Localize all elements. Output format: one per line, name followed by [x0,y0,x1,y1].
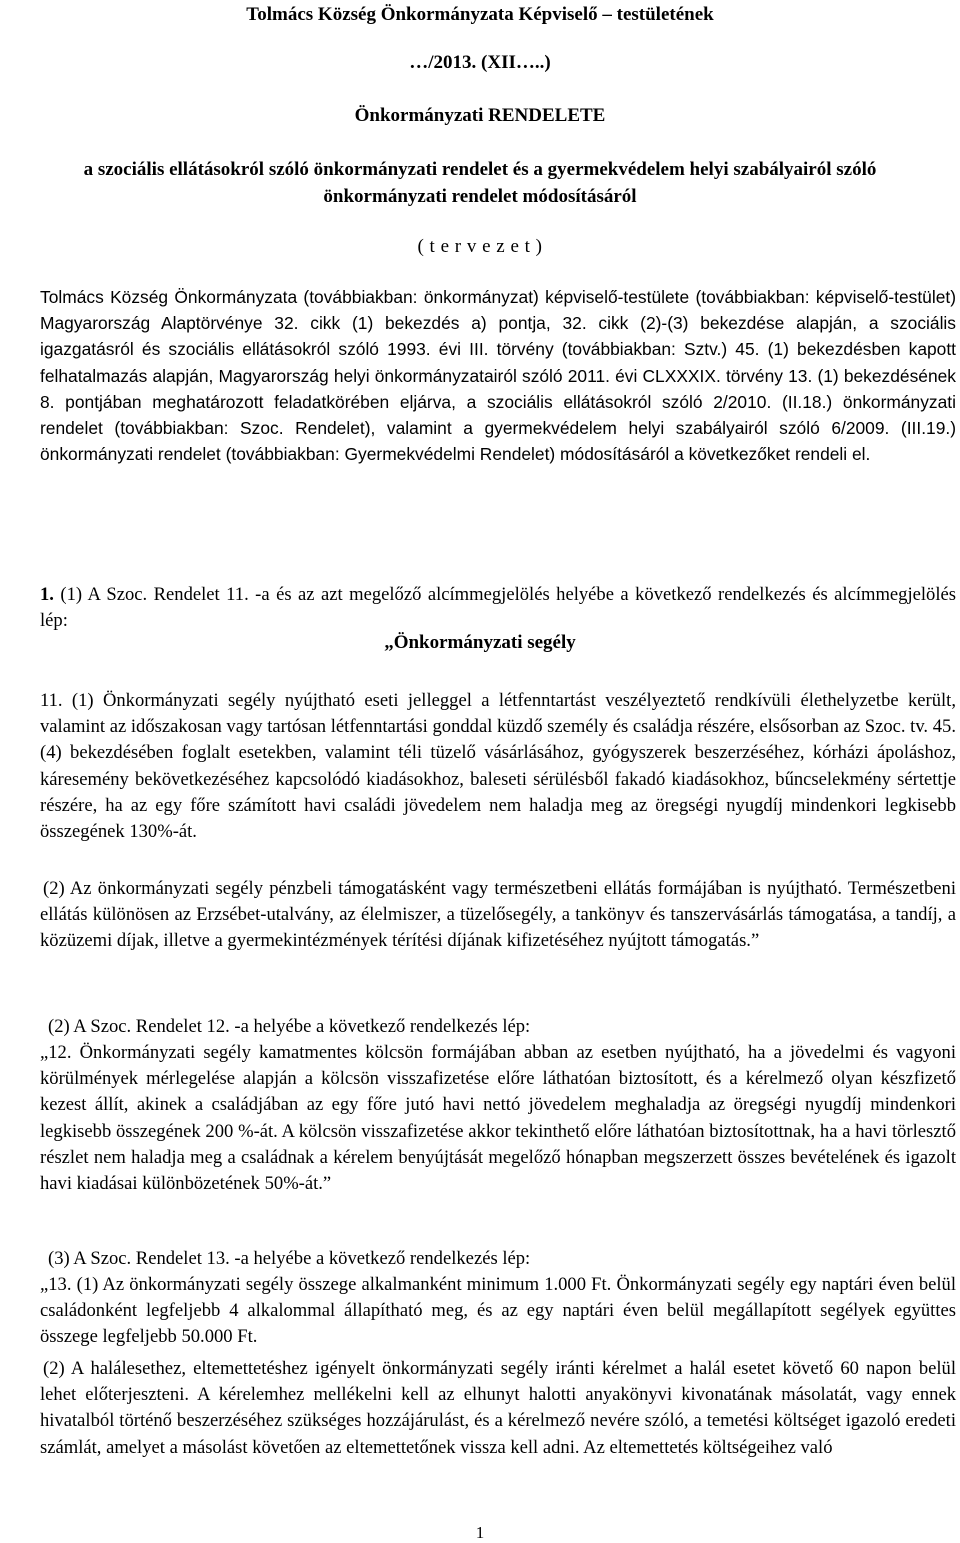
council-title: Tolmács Község Önkormányzata Képviselő – testületének [246,4,714,25]
subheading-segely: „Önkormányzati segély [384,632,576,653]
regulation-heading: Önkormányzati RENDELETE [354,105,606,126]
amendment-1-paragraph [40,582,956,634]
page-number: 1 [475,1523,485,1542]
regulation-number: …/2013. (XII…..) [409,52,551,73]
amendment-1-text: (1) A Szoc. Rendelet 11. -a és az azt megelőző alcímmegjelölés helyébe a következő rendelkezés és alcímmegjelölés lép: [40,584,956,632]
article-13-paragraph-2: (2) A halálesethez, eltemettetéshez igényelt önkormányzati segély iránti kérelmet a halál esetet követő 60 napon belül lehet előterjeszteni. A kérelemhez mellékelni kell az elhunyt halotti anyakönyvi kivonatának másolatát, vagy ennek hivatalból történő beszerzéséhez szükséges hozzájárulást, és a kérelmező nevére szóló, a temetési költséget igazoló eredeti számlát, amelyet a másolást követően az eltemettetőnek vissza kell adni. Az eltemettetés költségeihez való [40,1358,956,1458]
section-number: 1. [40,584,54,605]
article-12-paragraph: „12. Önkormányzati segély kamatmentes kölcsön formájában abban az esetben nyújtható, ha a jövedelmi és vagyoni körülmények mérlegelése alapján a kölcsön visszafizetése előre láthatóan biztosított, és a kérelmező olyan készfizető kezest állít, akinek a családjában az egy főre jutó havi nettó jövedelem meghaladja az öregségi nyugdíj mindenkori legkisebb összegének 200 %-át. A kölcsön visszafizetése akkor tekinthető előre láthatóan biztosítottnak, ha a havi törlesztő részlet nem haladja meg a családnak a kérelem benyújtását megelőző hónapban megszerzett összes bevételének és igazolt havi kiadásai különbözetének 50%-át.” [40,1042,956,1195]
article-11-paragraph-2: (2) Az önkormányzati segély pénzbeli támogatásként vagy természetbeni ellátás formájában is nyújtható. Természetbeni ellátás különösen az Erzsébet-utalvány, az élelmiszer, a tüzelősegély, a tankönyv és tanszervásárlás támogatása, a tandíj, a közüzemi díjak, illetve a gyermekintézmények térítési díjának kifizetéséhez nyújtott támogatás.” [40,878,956,952]
amendment-3-paragraph: (3) A Szoc. Rendelet 13. -a helyébe a következő rendelkezés lép: [48,1248,531,1269]
article-13-paragraph-1: „13. (1) Az önkormányzati segély összege alkalmanként minimum 1.000 Ft. Önkormányzati segély egy naptári éven belül családonként legfeljebb 4 alkalommal állapítható meg, és az egy naptári éven belül megállapított segélyek együttes összege legfeljebb 50.000 Ft. [40,1274,956,1348]
amendment-2-paragraph: (2) A Szoc. Rendelet 12. -a helyébe a következő rendelkezés lép: [48,1016,531,1037]
draft-label: ( t e r v e z e t ) [417,236,543,257]
article-11-paragraph-1: 11. (1) Önkormányzati segély nyújtható eseti jelleggel a létfenntartást veszélyeztető rendkívüli élethelyzetbe került, valamint az időszakosan vagy tartósan létfenntartási gonddal küzdő személy és családja részére, elsősorban az Szoc. tv. 45. (4) bekezdésében foglalt esetekben, valamint téli tüzelő vásárlásához, gyógyszerek beszerzéséhez, kórházi ápoláshoz, káresemény bekövetkezéséhez kapcsolódó kiadásokhoz, baleseti sérülésből fakadó kiadásokhoz, bűncselekmény sértettje részére, ha az egy főre számított havi családi jövedelem nem haladja meg az öregségi nyugdíj mindenkori legkisebb összegének 130%-át. [40,690,956,843]
preamble-paragraph: Tolmács Község Önkormányzata (továbbiakban: önkormányzat) képviselő-testülete (továbbiakban: képviselő-testület) Magyarország Alaptörvénye 32. cikk (1) bekezdés a) pontja, 32. cikk (2)-(3) bekezdése alapján, a szociális igazgatásról és szociális ellátásokról szóló 1993. évi III. törvény (továbbiakban: Sztv.) 45. (1) bekezdésben kapott felhatalmazás alapján, Magyarország helyi önkormányzatairól szóló 2011. évi CLXXXIX. törvény 13. (1) bekezdésének 8. pontjában meghatározott feladatkörében eljárva, a szociális ellátásokról szóló 2/2010. (II.18.) önkormányzati rendelet (továbbiakban: Szoc. Rendelet), valamint a gyermekvédelem helyi szabályairól szóló 6/2009. (III.19.) önkormányzati rendelet (továbbiakban: Gyermekvédelmi Rendelet) módosításáról a következőket rendeli el. [40,287,956,465]
regulation-subject: a szociális ellátásokról szóló önkormányzati rendelet és a gyermekvédelem helyi szabályairól szóló önkormányzati rendelet módosításáról [83,159,877,207]
